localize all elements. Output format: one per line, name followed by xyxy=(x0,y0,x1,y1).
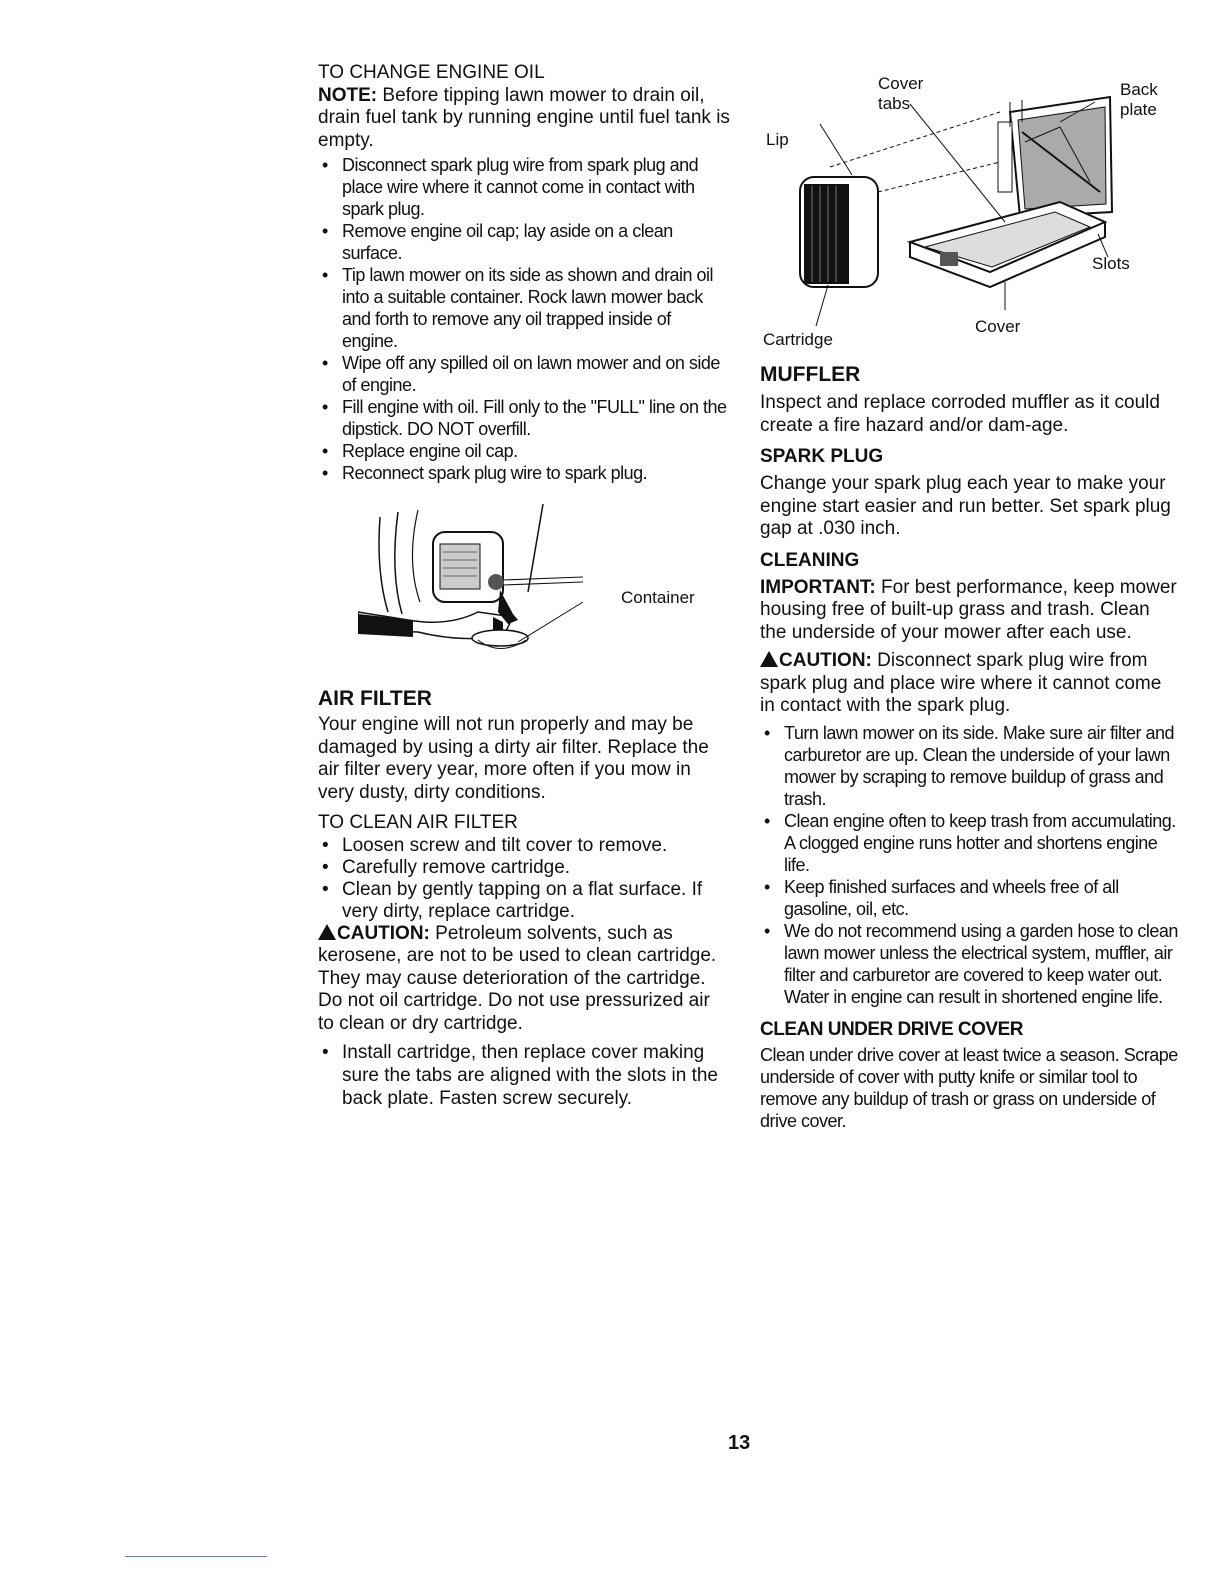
oil-drain-figure xyxy=(318,502,730,672)
important-text: For best performance, keep mower housing free of built-up grass and trash. Clean the underside of your mower after each use. xyxy=(760,576,1177,643)
note-text: Before tipping lawn mower to drain oil, drain fuel tank by running engine until fuel tank is empty. xyxy=(318,84,730,151)
oil-drain-illustration xyxy=(358,502,678,672)
back-plate-label: Back plate xyxy=(1120,80,1158,119)
important-paragraph xyxy=(760,577,1180,645)
caution-text: Petroleum solvents, such as kerosene, are not to be used to clean cartridge. They may cause deterioration of the cartridge. Do not oil cartridge. Do not use pressurized air to clean or dry cartridge. xyxy=(318,922,717,1034)
caution-label: CAUTION: xyxy=(337,922,430,944)
caution-text: Disconnect spark plug wire from spark plug and place wire where it cannot come in contact with the spark plug. xyxy=(760,650,1162,716)
muffler-text: Inspect and replace corroded muffler as it could create a fire hazard and/or dam-age. xyxy=(760,392,1160,436)
drive-cover-text: Clean under drive cover at least twice a season. Scrape underside of cover with putty knife or similar tool to remove any buildup of trash or grass on underside of drive cover. xyxy=(760,1044,1178,1131)
warning-triangle-icon xyxy=(760,651,778,667)
right-column xyxy=(760,72,1180,1132)
list-item: • Clean engine often to keep trash from accumulating. A clogged engine runs hotter and shortens engine life. xyxy=(760,810,1180,876)
list-item: • Fill engine with oil. Fill only to the "FULL" line on the dipstick. DO NOT overfill. xyxy=(318,396,730,440)
list-item: • Turn lawn mower on its side. Make sure air filter and carburetor are up. Clean the underside of your lawn mower by scraping to remove buildup of grass and trash. xyxy=(760,722,1180,810)
cleaning-caution xyxy=(760,650,1180,718)
important-label: IMPORTANT: xyxy=(760,576,876,598)
cleaning-steps-list xyxy=(760,722,1180,1008)
list-item: • Replace engine oil cap. xyxy=(318,440,730,462)
list-item: • Keep finished surfaces and wheels free of all gasoline, oil, etc. xyxy=(760,876,1180,920)
list-item: • Loosen screw and tilt cover to remove. xyxy=(318,835,730,857)
list-item: • Reconnect spark plug wire to spark plug. xyxy=(318,462,730,484)
air-filter-figure xyxy=(760,72,1180,362)
list-item: • Install cartridge, then replace cover making sure the tabs are aligned with the slots in the back plate. Fasten screw securely. xyxy=(318,1041,730,1110)
change-oil-heading: TO CHANGE ENGINE OIL xyxy=(318,62,545,83)
list-item: • Remove engine oil cap; lay aside on a clean surface. xyxy=(318,220,730,264)
page-number: 13 xyxy=(728,1432,751,1454)
list-item: • Disconnect spark plug wire from spark plug and place wire where it cannot come in contact with spark plug. xyxy=(318,154,730,220)
muffler-heading: MUFFLER xyxy=(760,363,861,386)
cleaning-heading: CLEANING xyxy=(760,549,860,571)
oil-steps-list xyxy=(318,154,730,484)
install-steps-list xyxy=(318,1041,730,1110)
list-item: • We do not recommend using a garden hose to clean lawn mower unless the electrical system, muffler, air filter and carburetor are covered to keep water out. Water in engine can result in shortened engine life. xyxy=(760,920,1180,1008)
spark-plug-heading: SPARK PLUG xyxy=(760,446,884,467)
air-filter-caution xyxy=(318,923,730,1036)
list-item: • Clean by gently tapping on a flat surface. If very dirty, replace cartridge. xyxy=(318,879,730,923)
air-filter-exploded-illustration xyxy=(760,72,1180,352)
container-label: Container xyxy=(621,588,695,607)
air-filter-text: Your engine will not run properly and may be damaged by using a dirty air filter. Replace the air filter every year, more often if you mow in very dusty, dirty conditions. xyxy=(318,714,709,803)
cover-label: Cover xyxy=(975,317,1021,336)
warning-triangle-icon xyxy=(318,924,336,940)
footer-rule xyxy=(125,1556,267,1557)
list-item: • Carefully remove cartridge. xyxy=(318,857,730,879)
slots-label: Slots xyxy=(1092,254,1130,273)
cartridge-label: Cartridge xyxy=(763,330,833,349)
cover-tabs-label: Cover tabs xyxy=(878,74,924,113)
air-filter-heading: AIR FILTER xyxy=(318,687,432,710)
caution-label: CAUTION: xyxy=(779,650,872,671)
list-item: • Wipe off any spilled oil on lawn mower and on side of engine. xyxy=(318,352,730,396)
note-paragraph xyxy=(318,85,730,153)
drive-cover-heading: CLEAN UNDER DRIVE COVER xyxy=(760,1018,1023,1040)
list-item: • Tip lawn mower on its side as shown and drain oil into a suitable container. Rock lawn mower back and forth to remove any oil trapped inside of engine. xyxy=(318,264,730,352)
spark-plug-text: Change your spark plug each year to make your engine start easier and run better. Set spark plug gap at .030 inch. xyxy=(760,473,1171,539)
note-label: NOTE: xyxy=(318,84,378,106)
clean-air-filter-heading: TO CLEAN AIR FILTER xyxy=(318,812,518,833)
air-filter-steps-list xyxy=(318,835,730,923)
lip-label: Lip xyxy=(766,130,789,149)
left-column xyxy=(318,62,730,1110)
